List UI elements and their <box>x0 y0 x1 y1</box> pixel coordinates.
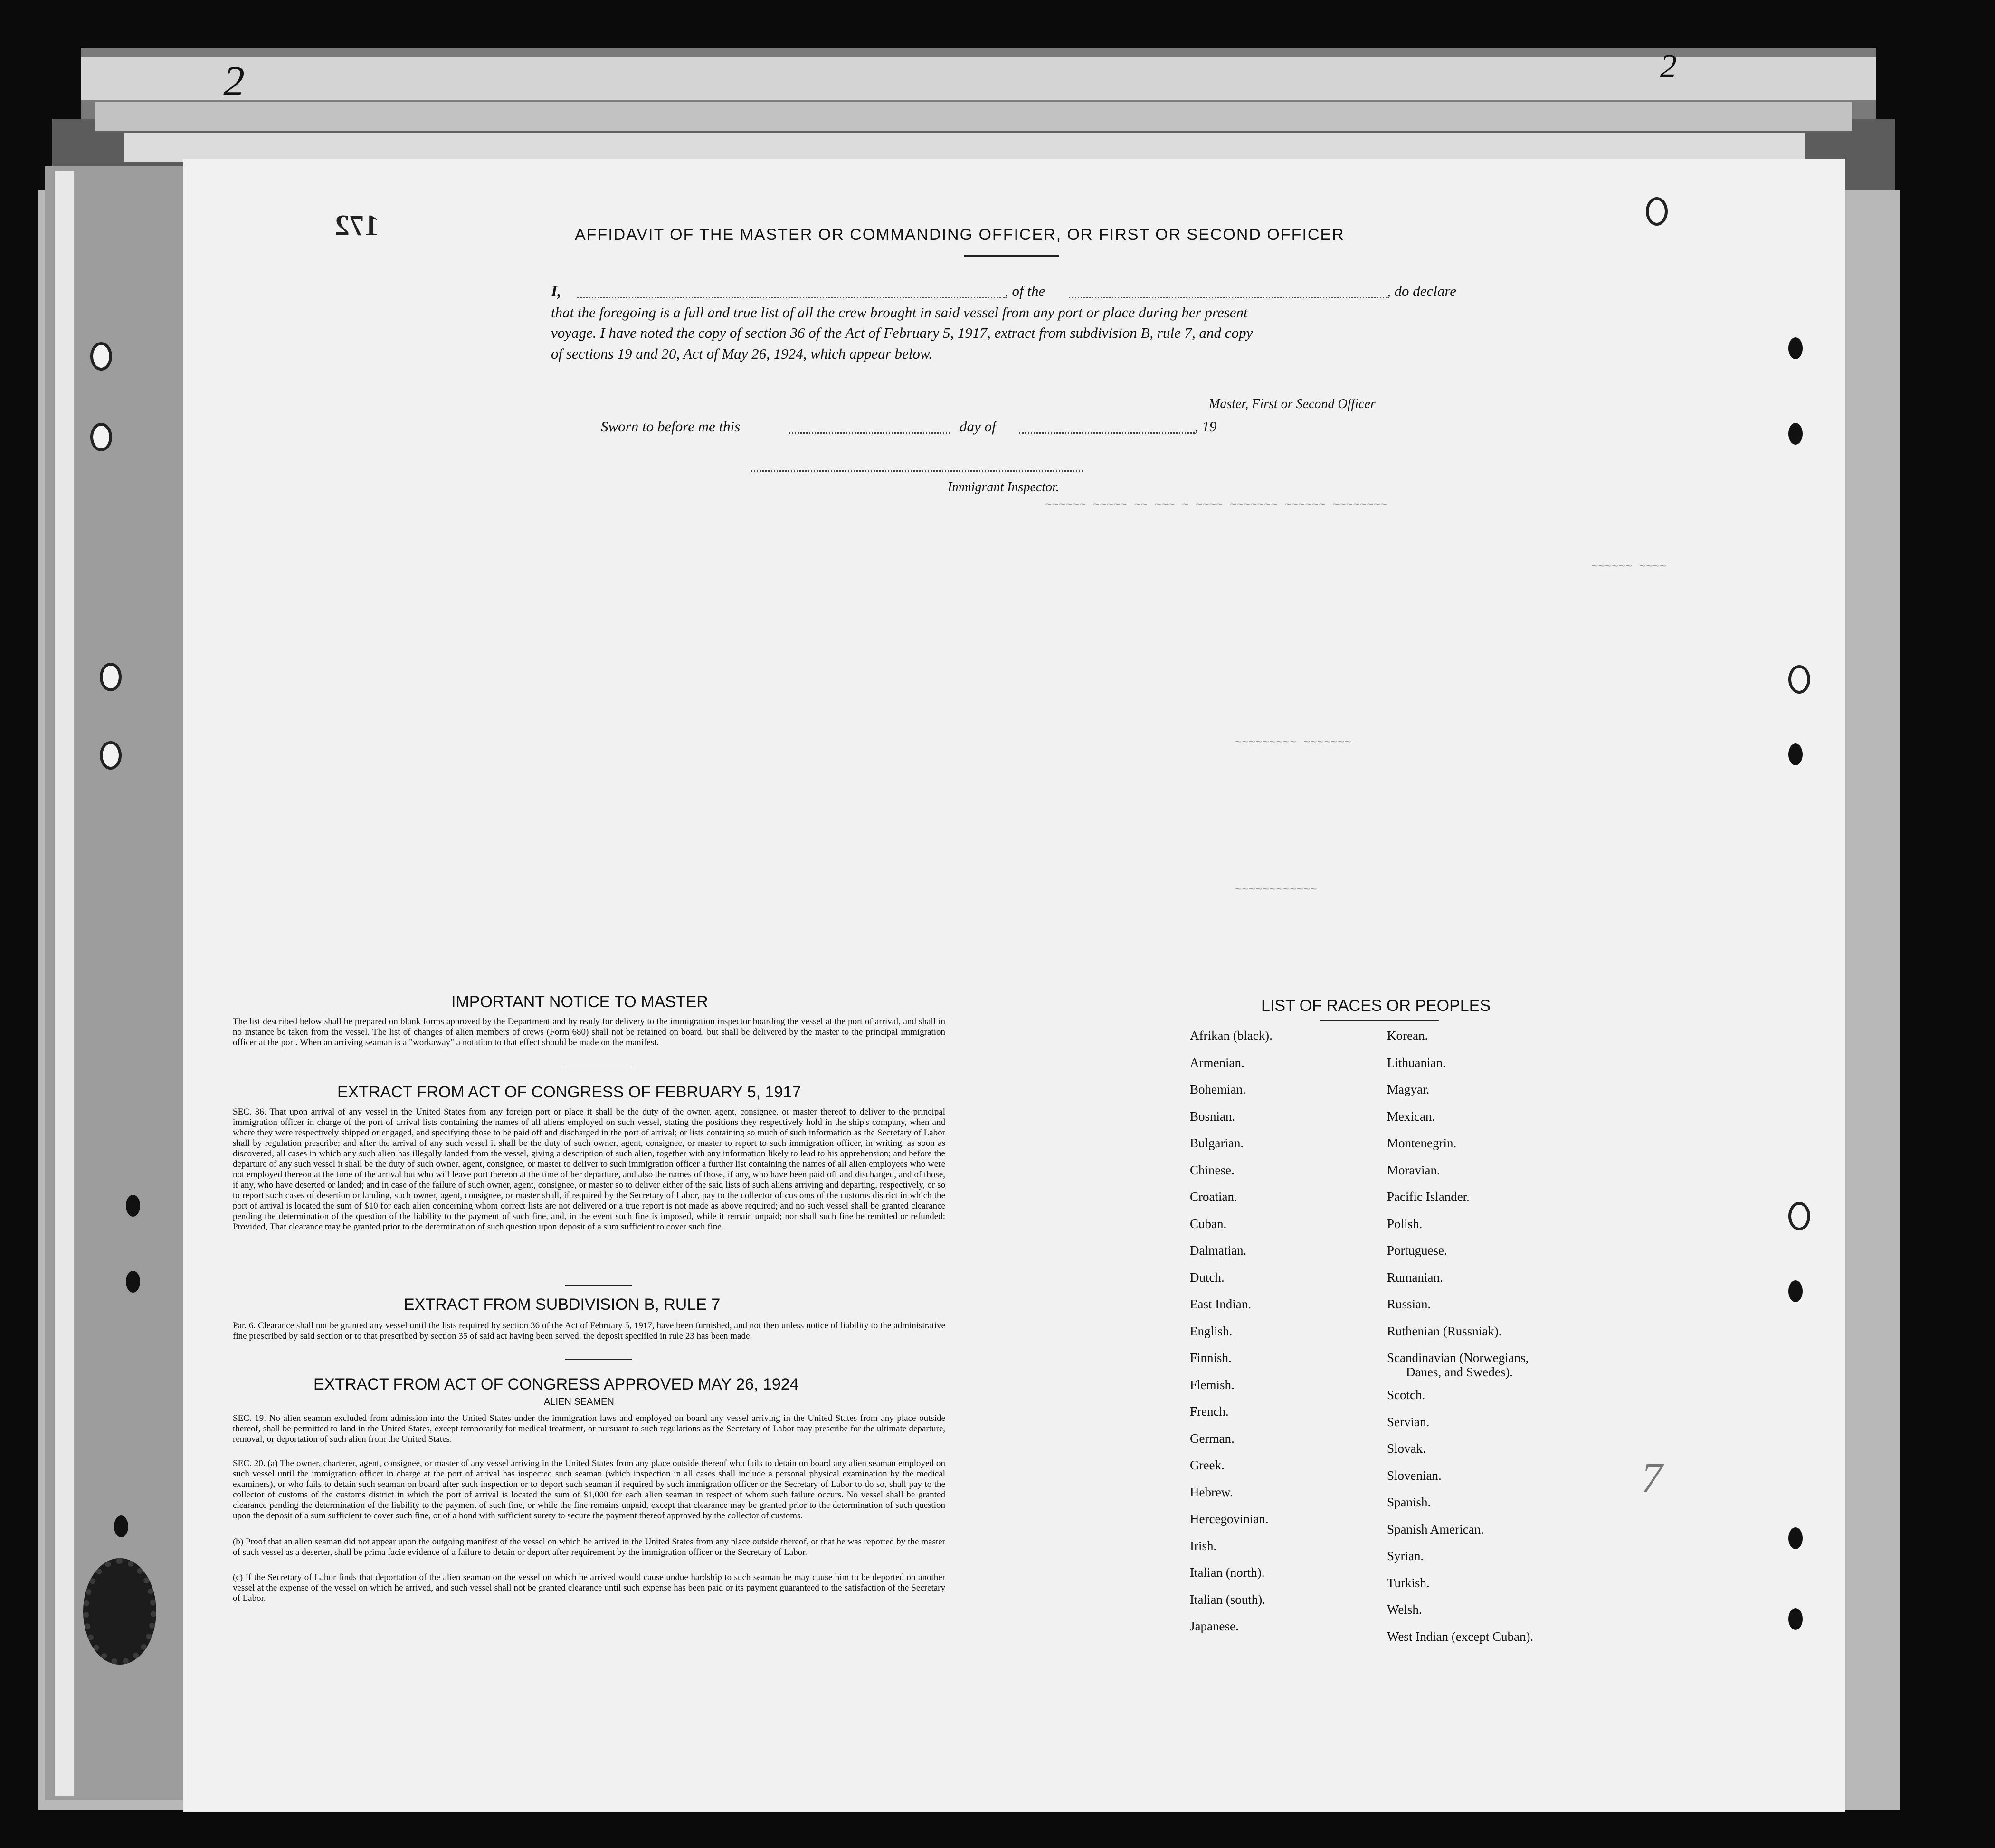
punch-hole <box>100 663 122 691</box>
divider <box>565 1285 632 1286</box>
title-underline <box>964 255 1059 257</box>
race-item: Dutch. <box>1190 1270 1225 1285</box>
punch-hole <box>100 741 122 770</box>
left-page-strip <box>55 171 74 1796</box>
notice-body: The list described below shall be prepared on blank forms approved by the Department and by ready for delivery to the immigration inspector boarding the vessel at the port of arrival, and shall in no instance be taken from the vessel. The list of changes of alien members of crews (Form 680) shall not be retained on board, but shall be delivered by the master to the principal immigration officer at the port. When an arriving seaman is a "workaway" a notation to that effect should be made on the manifest. <box>233 1017 945 1048</box>
race-item: Portuguese. <box>1387 1243 1447 1257</box>
sworn-label: Sworn to before me this <box>601 418 741 435</box>
rule-7-body: Par. 6. Clearance shall not be granted any vessel until the lists required by section 36 of the Act of February 5, 1917, have been furnished, and not then unless notice of liability to the administrative fine prescribed by said section or to that prescribed by section 35 of said act having been served, the deposit specified in rule 23 has been made. <box>233 1321 945 1341</box>
punch-hole <box>90 423 112 451</box>
day-of-label: day of <box>960 418 996 435</box>
sworn-month-field[interactable] <box>1019 432 1195 434</box>
punch-hole <box>1788 1202 1810 1230</box>
punch-hole <box>126 1195 140 1217</box>
race-item: Korean. <box>1387 1029 1428 1043</box>
race-item: Cuban. <box>1190 1216 1227 1231</box>
affidavit-line-4: of sections 19 and 20, Act of May 26, 1924, which appear below. <box>551 345 933 362</box>
race-item: Ruthenian (Russniak). <box>1387 1324 1502 1338</box>
punch-hole <box>1788 743 1803 765</box>
inspector-signature-field[interactable] <box>750 470 1083 472</box>
race-item: Scandinavian (Norwegians, <box>1387 1351 1529 1365</box>
race-item: Turkish. <box>1387 1575 1430 1590</box>
affidavit-of-the: , of the <box>1005 283 1045 299</box>
race-item: Japanese. <box>1190 1619 1239 1633</box>
race-item: Scotch. <box>1387 1388 1425 1402</box>
name-field[interactable] <box>577 297 1005 298</box>
affidavit-line-2: that the foregoing is a full and true list of all the crew brought in said vessel from any port or place during her present <box>551 304 1248 321</box>
handwritten-number-right: 2 <box>1660 48 1677 85</box>
race-item: Finnish. <box>1190 1351 1232 1365</box>
race-item: Mexican. <box>1387 1109 1435 1124</box>
notice-title: IMPORTANT NOTICE TO MASTER <box>451 993 708 1011</box>
sworn-day-field[interactable] <box>788 432 950 434</box>
race-item: Magyar. <box>1387 1082 1430 1096</box>
race-item: Bohemian. <box>1190 1082 1246 1096</box>
race-item: Bulgarian. <box>1190 1136 1244 1150</box>
race-item: Bosnian. <box>1190 1109 1235 1124</box>
punch-hole <box>1788 1280 1803 1302</box>
race-item: Rumanian. <box>1387 1270 1443 1285</box>
races-title: LIST OF RACES OR PEOPLES <box>1261 997 1491 1015</box>
race-item: Slovak. <box>1387 1441 1426 1456</box>
second-sheet-strip <box>95 102 1852 131</box>
rule-7-title: EXTRACT FROM SUBDIVISION B, RULE 7 <box>404 1296 721 1314</box>
sec-19-body: SEC. 19. No alien seaman excluded from admission into the United States under the immigration laws and employed on board any vessel arriving in the United States from any place outside thereof, shall be permitted to land in the United States, except temporarily for medical treatment, or pursuant to such regulations as the Secretary of Labor may prescribe for the ultimate departure, removal, or deportation of such alien from the United States. <box>233 1413 945 1444</box>
extract-1917-body: SEC. 36. That upon arrival of any vessel in the United States from any foreign port or place it shall be the duty of the owner, agent, consignee, or master thereof to deliver to the principal immigration officer in charge of the port of arrival lists containing the names of all aliens employed on such vessel, stating the positions they respectively hold in the ship's company, when and where they were respectively shipped or engaged, and specifying those to be paid off and discharged in the port of arrival; or lists containing so much of such information as the Secretary of Labor shall by regulation prescribe; and after the arrival of any such vessel it shall be the duty of such owner, agent, consignee, or master to report to such immigration officer, in writing, as soon as discovered, all cases in which any such alien has illegally landed from the vessel, giving a description of such alien, together with any information likely to lead to his apprehension; and before the departure of any such vessel it shall be the duty of such owner, agent, consignee, or master to deliver to such immigration officer a further list containing the names of all alien employees who were not employed thereon at the time of the arrival but who will leave port thereon at the time of her departure, and also the names of those, if any, who have been paid off and discharged, and of those, if any, who have deserted or landed; and in case of the failure of such owner, agent, consignee, or master so to deliver either of the said lists of such aliens arriving and departing, respectively, or so to report such cases of desertion or landing, such owner, agent, consignee, or master shall, if required by the Secretary of Labor, pay to the collector of customs of the customs district in which the port of arrival is located the sum of $10 for each alien concerning whom correct lists are not delivered or a true report is not made as above required; and no such vessel shall be granted clearance pending the determination of the question of the liability to the payment of such fine, and, in the event such fine is imposed, while it remain unpaid; nor shall such fine be remitted or refunded: Provided, That clearance may be granted prior to the determination of such question upon deposit of a sum sufficient to cover such fine. <box>233 1107 945 1232</box>
race-item: Spanish American. <box>1387 1522 1484 1536</box>
master-signature-label: Master, First or Second Officer <box>1209 397 1376 411</box>
punch-hole <box>1788 665 1810 694</box>
affidavit-i-label: I, <box>551 283 561 300</box>
race-item: Italian (south). <box>1190 1592 1265 1607</box>
extract-1924-title: EXTRACT FROM ACT OF CONGRESS APPROVED MAY 26, 1924 <box>314 1375 799 1393</box>
race-item: Spanish. <box>1387 1495 1431 1509</box>
bleed-through-text: ~~~~~~~~~ ~~~~~~~ <box>1235 736 1351 749</box>
race-item: Moravian. <box>1387 1162 1440 1177</box>
race-item: Lithuanian. <box>1387 1055 1446 1070</box>
race-item: Italian (north). <box>1190 1565 1265 1580</box>
punch-hole <box>1788 337 1803 359</box>
bleed-through-text: ~~~~~~ ~~~~ <box>1591 561 1667 573</box>
sec-20a-body: SEC. 20. (a) The owner, charterer, agent, consignee, or master of any vessel arriving in the United States from any place outside thereof who fails to detain on board any alien seaman employed on such vessel until the immigration officer in charge at the port of arrival has inspected such seaman (which inspection in all cases shall include a personal physical examination by the medical examiners), or who fails to detain such seaman on board after such inspection or to deport such seaman if required by such immigration officer or the Secretary of Labor to do so, shall pay to the collector of customs of the customs district in which the port of arrival is located the sum of $1,000 for each alien seaman in respect of whom such failure occurs. No vessel shall be granted clearance pending the determination of the liability to the payment of such fine, or while the fine remains unpaid, except that clearance may be granted prior to the determination of such question upon the deposit of a sum sufficient to cover such fine, or of a bond with sufficient surety to secure the payment thereof approved by the collector of customs. <box>233 1458 945 1521</box>
race-item: Croatian. <box>1190 1190 1237 1204</box>
race-item: Hercegovinian. <box>1190 1512 1269 1526</box>
race-item: Greek. <box>1190 1458 1225 1472</box>
top-sheet-strip <box>81 57 1876 100</box>
divider <box>565 1359 632 1360</box>
race-item: Chinese. <box>1190 1162 1235 1177</box>
punch-hole <box>1788 1608 1803 1630</box>
handwritten-margin-mark: 7 <box>1641 1455 1662 1502</box>
vessel-field[interactable] <box>1069 297 1387 298</box>
race-item: Dalmatian. <box>1190 1243 1247 1257</box>
race-item: German. <box>1190 1431 1235 1446</box>
stamp-number: 172 <box>335 210 379 242</box>
affidavit-title: AFFIDAVIT OF THE MASTER OR COMMANDING OFFICER, OR FIRST OR SECOND OFFICER <box>575 226 1345 244</box>
race-item: Welsh. <box>1387 1602 1422 1617</box>
punch-hole <box>90 342 112 371</box>
race-item: Polish. <box>1387 1216 1423 1231</box>
bleed-through-text: ~~~~~~~~~~~~ <box>1235 884 1317 896</box>
race-item: Flemish. <box>1190 1377 1235 1392</box>
affidavit-line-3: voyage. I have noted the copy of section 36 of the Act of February 5, 1917, extract from subdivision B, rule 7, and copy <box>551 324 1253 341</box>
race-item: West Indian (except Cuban). <box>1387 1629 1534 1644</box>
race-item: Pacific Islander. <box>1387 1190 1470 1204</box>
races-title-underline <box>1320 1020 1439 1021</box>
affidavit-do-declare: , do declare <box>1387 283 1457 299</box>
seal-rosette <box>83 1558 156 1665</box>
third-sheet-strip <box>124 133 1805 162</box>
handwritten-number-left: 2 <box>223 58 245 105</box>
race-item: Hebrew. <box>1190 1485 1233 1499</box>
punch-hole <box>1646 197 1668 226</box>
race-item: Servian. <box>1387 1414 1430 1429</box>
race-item: French. <box>1190 1404 1229 1419</box>
sec-20c-body: (c) If the Secretary of Labor finds that deportation of the alien seaman on the vessel on which he arrived would cause undue hardship to such seaman he may cause him to be deported on another vessel at the expense of the vessel on which he arrived, and such vessel shall not be granted clearance until such expense has been paid or its payment guaranteed to the satisfaction of the Secretary of Labor. <box>233 1572 945 1603</box>
punch-hole <box>114 1515 128 1537</box>
inspector-label: Immigrant Inspector. <box>948 480 1059 495</box>
race-item: English. <box>1190 1324 1233 1338</box>
race-item: Armenian. <box>1190 1055 1244 1070</box>
race-item: Syrian. <box>1387 1549 1424 1563</box>
year-prefix: , 19 <box>1195 418 1217 435</box>
race-item: Afrikan (black). <box>1190 1029 1273 1043</box>
race-item: Montenegrin. <box>1387 1136 1457 1150</box>
race-item: Danes, and Swedes). <box>1406 1365 1513 1379</box>
sec-20b-body: (b) Proof that an alien seaman did not appear upon the outgoing manifest of the vessel on which he arrived in the United States from any place outside thereof, or that he was reported by the master of such vessel as a deserter, shall be prima facie evidence of a failure to detain or deport after requirement by the immigration officer or the Secretary of Labor. <box>233 1537 945 1557</box>
race-item: East Indian. <box>1190 1297 1251 1311</box>
punch-hole <box>1788 423 1803 445</box>
race-item: Irish. <box>1190 1538 1217 1553</box>
bleed-through-text: ~~~~~~ ~~~~~ ~~ ~~~ ~ ~~~~ ~~~~~~~ ~~~~~~ ~~~~~~~~ <box>1045 499 1387 512</box>
race-item: Russian. <box>1387 1297 1431 1311</box>
punch-hole <box>126 1271 140 1293</box>
extract-1924-subtitle: ALIEN SEAMEN <box>544 1397 614 1407</box>
form-sheet <box>183 159 1845 1812</box>
extract-1917-title: EXTRACT FROM ACT OF CONGRESS OF FEBRUARY 5, 1917 <box>337 1083 801 1101</box>
punch-hole <box>1788 1527 1803 1549</box>
race-item: Slovenian. <box>1387 1468 1442 1483</box>
